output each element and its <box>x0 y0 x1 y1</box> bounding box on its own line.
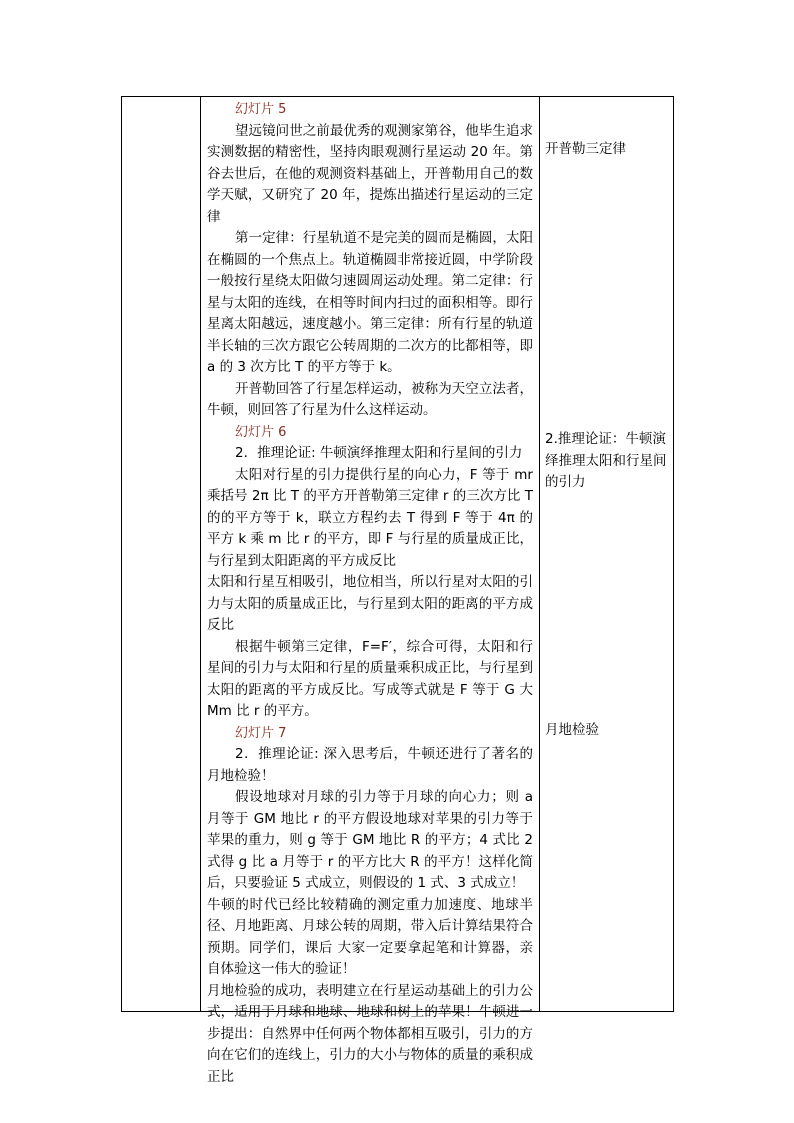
slide-label: 幻灯片 6 <box>235 424 287 440</box>
paragraph: 太阳和行星互相吸引，地位相当，所以行星对太阳的引力与太阳的质量成正比，与行星到太阳的距离的平方成反比 <box>207 574 533 633</box>
slide-label: 幻灯片 7 <box>235 725 287 741</box>
blank-left-column <box>122 97 201 1011</box>
paragraph: 2．推理论证: 牛顿演绎推理太阳和行星间的引力 <box>235 445 523 461</box>
notes-column <box>539 97 673 1011</box>
paragraph: 月地检验的成功，表明建立在行星运动基础上的引力公式，适用于月球和地球、地球和树上的苹果！牛顿进一步提出：自然界中任何两个物体都相互吸引，引力的方向在它们的连线上，引力的大小与物体的质量的乘积成正比 <box>207 982 533 1085</box>
content-column <box>200 97 540 1085</box>
note-moon-earth-test: 月地检验 <box>545 722 599 738</box>
slide-label: 幻灯片 5 <box>235 102 287 117</box>
note-newton-deduction: 2.推理论证：牛顿演绎推理太阳和行星间的引力 <box>545 431 667 490</box>
paragraph: 2．推理论证: 深入思考后，牛顿还进行了著名的月地检验！ <box>207 746 533 784</box>
note-kepler-laws: 开普勒三定律 <box>545 141 626 157</box>
lesson-content <box>207 99 533 1088</box>
paragraph: 望远镜问世之前最优秀的观测家第谷，他毕生追求实测数据的精密性，坚持肉眼观测行星运动 20 年。第谷去世后，在他的观测资料基础上，开普勒用自己的数学天赋，又研究了 20 年，提炼出描述行星运动的三定律 <box>207 122 533 225</box>
paragraph: 第一定律：行星轨道不是完美的圆而是椭圆，太阳在椭圆的一个焦点上。轨道椭圆非常接近圆，中学阶段一般按行星绕太阳做匀速圆周运动处理。第二定律：行星与太阳的连线，在相等时间内扫过的面积相等。即行星离太阳越远，速度越小。第三定律：所有行星的轨道半长轴的三次方跟它公转周期的二次方的比都相等，即 a 的 3 次方比 T 的平方等于 k。 <box>207 230 533 375</box>
paragraph: 牛顿的时代已经比较精确的测定重力加速度、地球半径、月地距离、月球公转的周期，带入后计算结果符合预期。同学们，课后 大家一定要拿起笔和计算器，亲自体验这一伟大的验证！ <box>207 896 533 977</box>
lesson-table <box>121 96 674 1085</box>
paragraph: 开普勒回答了行星怎样运动，被称为天空立法者，牛顿，则回答了行星为什么这样运动。 <box>207 380 533 418</box>
paragraph: 假设地球对月球的引力等于月球的向心力；则 a 月等于 GM 地比 r 的平方假设地球对苹果的引力等于苹果的重力，则 g 等于 GM 地比 R 的平方；4 式比 2 式得 g 比 a 月等于 r 的平方比大 R 的平方！这样化简后，只要验证 5 式成立，则假设的 1 式、3 式成立！ <box>207 789 533 891</box>
paragraph: 根据牛顿第三定律，F=F′，综合可得，太阳和行星间的引力与太阳和行星的质量乘积成正比，与行星到太阳的距离的平方成反比。写成等式就是 F 等于 G 大 Mm 比 r 的平方。 <box>207 638 533 719</box>
paragraph: 太阳对行星的引力提供行星的向心力，F 等于 mr 乘括号 2π 比 T 的平方开普勒第三定律 r 的三次方比 T 的的平方等于 k，联立方程约去 T 得到 F 等于 4π 的平方 k 乘 m 比 r 的平方，即 F 与行星的质量成正比，与行星到太阳距离的平方成反比 <box>207 466 533 569</box>
